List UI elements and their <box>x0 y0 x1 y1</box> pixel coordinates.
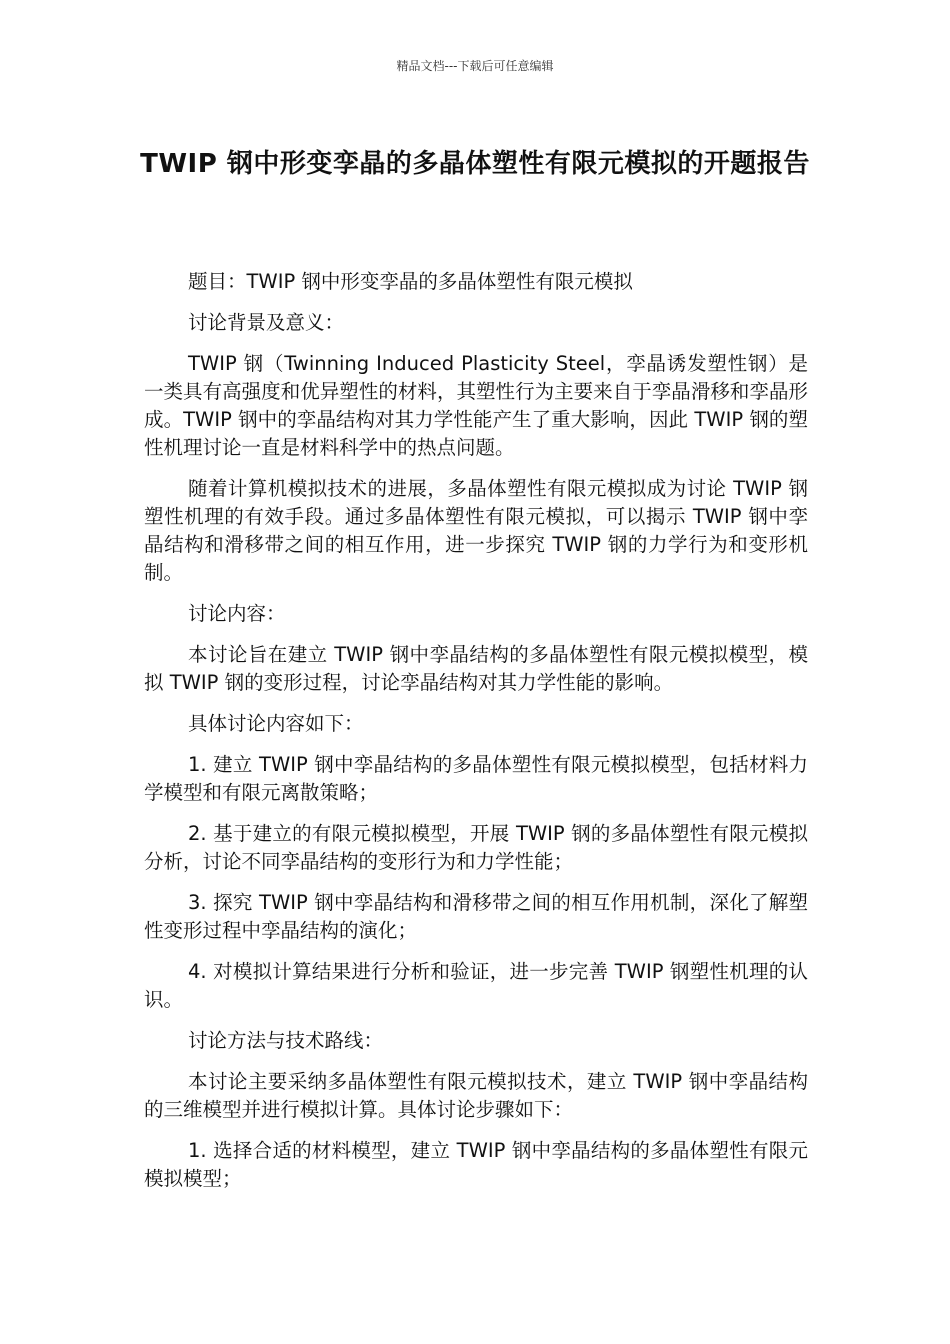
document-body <box>144 268 808 1206</box>
paragraph-method-intro: 本讨论主要采纳多晶体塑性有限元模拟技术，建立 TWIP 钢中孪晶结构的三维模型并进行模拟计算。具体讨论步骤如下： <box>144 1070 808 1121</box>
list-item: 3. 探究 TWIP 钢中孪晶结构和滑移带之间的相互作用机制，深化了解塑性变形过程中孪晶结构的演化； <box>144 891 808 942</box>
paragraph-background-1: TWIP 钢（Twinning Induced Plasticity Steel，孪晶诱发塑性钢）是一类具有高强度和优异塑性的材料，其塑性行为主要来自于孪晶滑移和孪晶形成。TWIP 钢中的孪晶结构对其力学性能产生了重大影响，因此 TWIP 钢的塑性机理讨论一直是材料科学中的热点问题。 <box>144 352 808 459</box>
paragraph-topic: 题目：TWIP 钢中形变孪晶的多晶体塑性有限元模拟 <box>188 270 633 293</box>
paragraph-background-2: 随着计算机模拟技术的进展，多晶体塑性有限元模拟成为讨论 TWIP 钢塑性机理的有效手段。通过多晶体塑性有限元模拟，可以揭示 TWIP 钢中孪晶结构和滑移带之间的相互作用，进一步探究 TWIP 钢的力学行为和变形机制。 <box>144 477 808 584</box>
paragraph-content-heading: 讨论内容： <box>188 602 286 625</box>
paragraph-background-heading: 讨论背景及意义： <box>188 311 345 334</box>
paragraph-content-intro: 本讨论旨在建立 TWIP 钢中孪晶结构的多晶体塑性有限元模拟模型，模拟 TWIP 钢的变形过程，讨论孪晶结构对其力学性能的影响。 <box>144 643 808 694</box>
list-item: 1. 选择合适的材料模型，建立 TWIP 钢中孪晶结构的多晶体塑性有限元模拟模型； <box>144 1139 808 1190</box>
list-item: 4. 对模拟计算结果进行分析和验证，进一步完善 TWIP 钢塑性机理的认识。 <box>144 960 808 1011</box>
document-title: TWIP 钢中形变孪晶的多晶体塑性有限元模拟的开题报告 <box>140 149 810 179</box>
page-header-note: 精品文档---下载后可任意编辑 <box>396 59 554 73</box>
paragraph-method-heading: 讨论方法与技术路线： <box>188 1029 384 1052</box>
list-item: 1. 建立 TWIP 钢中孪晶结构的多晶体塑性有限元模拟模型，包括材料力学模型和有限元离散策略； <box>144 753 808 804</box>
list-item: 2. 基于建立的有限元模拟模型，开展 TWIP 钢的多晶体塑性有限元模拟分析，讨论不同孪晶结构的变形行为和力学性能； <box>144 822 808 873</box>
paragraph-content-list-heading: 具体讨论内容如下： <box>188 712 364 735</box>
